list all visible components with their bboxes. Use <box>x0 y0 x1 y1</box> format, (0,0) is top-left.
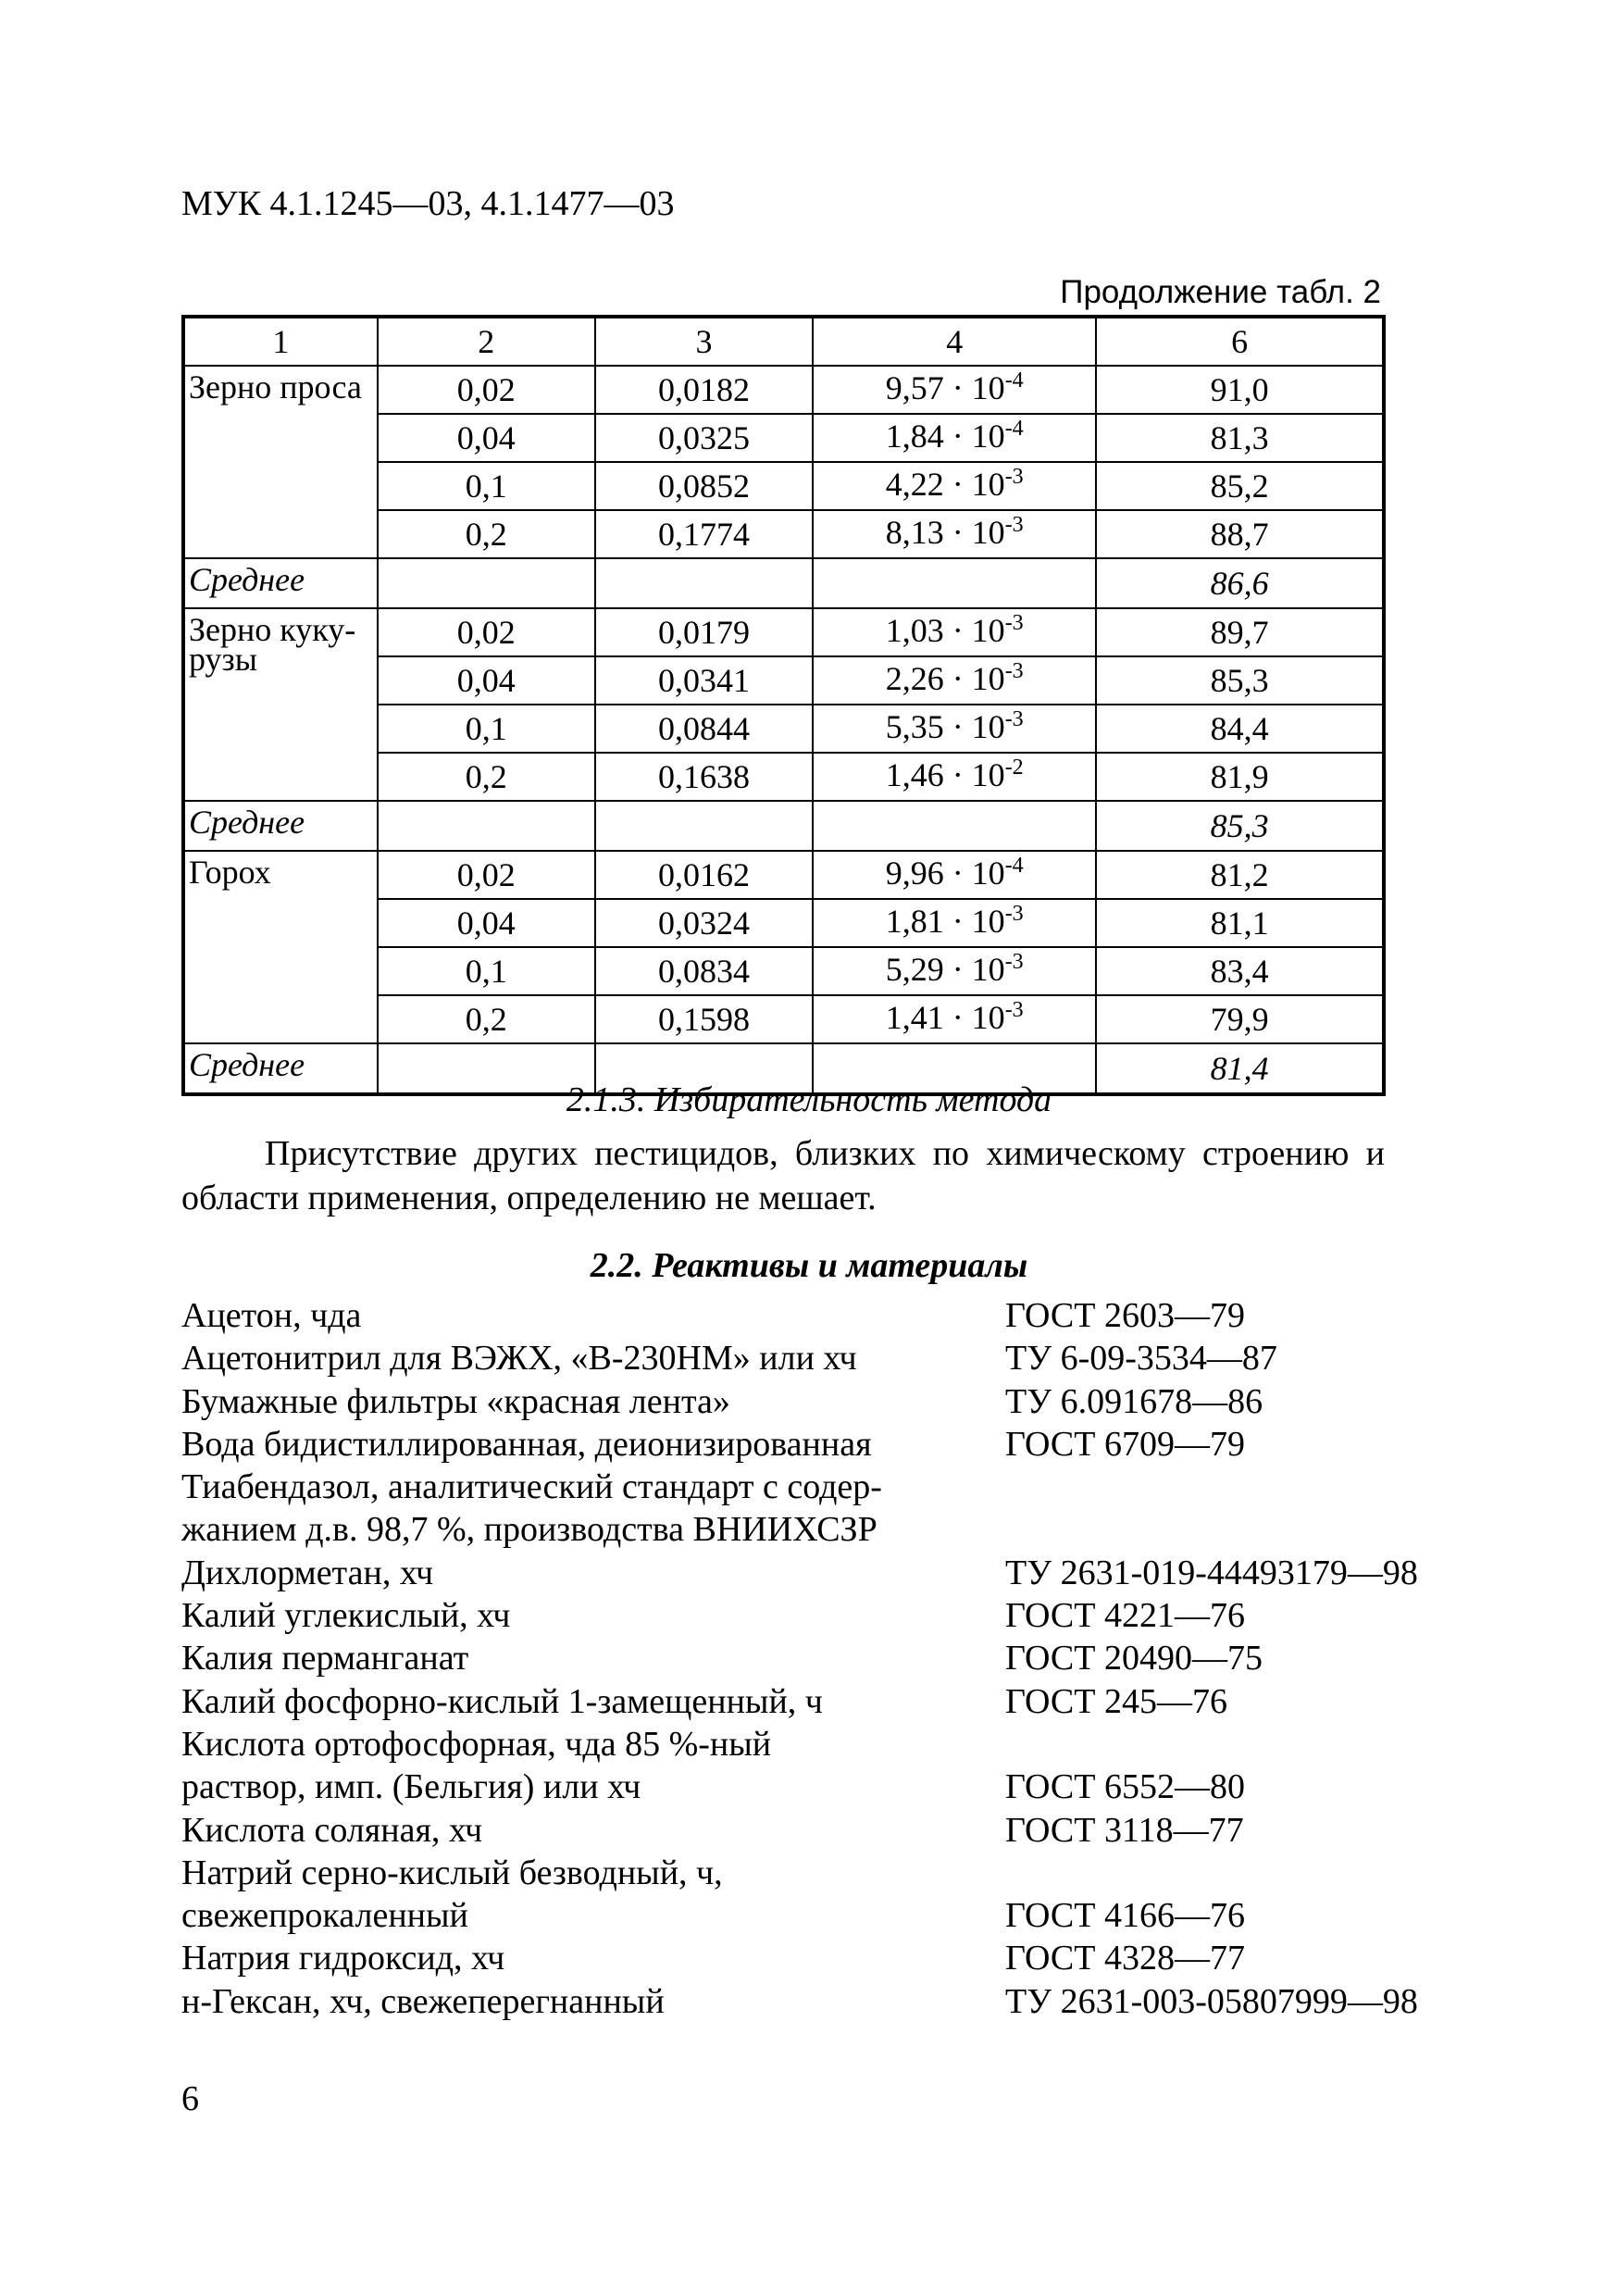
average-value: 85,3 <box>1096 801 1384 851</box>
reagent-row <box>181 1766 1418 1808</box>
sci-value-cell <box>813 995 1096 1043</box>
reagent-name: Вода бидистиллированная, деионизированная <box>181 1424 872 1464</box>
reagent-row <box>181 1594 1418 1637</box>
value-cell: 0,1 <box>378 705 595 753</box>
reagent-name: Бумажные фильтры «красная лента» <box>181 1381 730 1421</box>
value-cell: 0,1774 <box>595 510 813 558</box>
reagent-name: Кислота соляная, хч <box>181 1810 483 1850</box>
exponent: -4 <box>1004 416 1024 441</box>
sample-name <box>183 851 378 1043</box>
sci-value-cell <box>813 947 1096 995</box>
column-header: 3 <box>595 317 813 366</box>
table-row <box>183 366 1384 414</box>
reagent-standard: ТУ 2631-003-05807999—98 <box>1005 1981 1418 2021</box>
reagent-name: Натрий серно-кислый безводный, ч, <box>181 1853 723 1892</box>
mantissa: 2,26 · 10 <box>885 659 1005 697</box>
value-cell: 0,04 <box>378 414 595 462</box>
reagent-name: жанием д.в. 98,7 %, производства ВНИИХСЗР <box>181 1510 877 1550</box>
value-cell: 85,3 <box>1096 656 1384 705</box>
exponent: -4 <box>1004 853 1024 878</box>
sci-value-cell <box>813 462 1096 510</box>
average-label: Среднее <box>183 801 378 851</box>
sci-value-cell <box>813 899 1096 947</box>
exponent: -3 <box>1004 997 1024 1022</box>
average-row <box>183 558 1384 608</box>
value-cell: 81,2 <box>1096 851 1384 899</box>
reagent-standard: ГОСТ 245—76 <box>1005 1681 1227 1721</box>
value-cell: 0,1598 <box>595 995 813 1043</box>
value-cell: 81,9 <box>1096 753 1384 801</box>
exponent: -2 <box>1004 755 1024 780</box>
value-cell: 0,04 <box>378 899 595 947</box>
reagent-name: Ацетонитрил для ВЭЖХ, «В-230НМ» или хч <box>181 1339 857 1379</box>
value-cell: 0,0844 <box>595 705 813 753</box>
reagent-name: н-Гексан, хч, свежеперегнанный <box>181 1981 665 2021</box>
page-number: 6 <box>181 2079 199 2118</box>
sci-value-cell <box>813 656 1096 705</box>
empty-cell <box>378 558 595 608</box>
mantissa: 1,03 · 10 <box>885 611 1005 649</box>
sci-value-cell <box>813 608 1096 656</box>
reagent-row <box>181 1423 1418 1466</box>
exponent: -3 <box>1004 658 1024 683</box>
reagent-standard: ГОСТ 4328—77 <box>1005 1939 1245 1978</box>
value-cell: 85,2 <box>1096 462 1384 510</box>
sci-value-cell <box>813 414 1096 462</box>
reagent-standard: ТУ 2631-019-44493179—98 <box>1005 1553 1418 1592</box>
value-cell: 0,0341 <box>595 656 813 705</box>
reagent-name: Калий углекислый, хч <box>181 1596 511 1636</box>
value-cell: 0,2 <box>378 510 595 558</box>
value-cell: 0,04 <box>378 656 595 705</box>
reagent-standard: ГОСТ 4166—76 <box>1005 1896 1245 1936</box>
value-cell: 83,4 <box>1096 947 1384 995</box>
mantissa: 9,57 · 10 <box>885 368 1005 406</box>
reagent-row <box>181 1637 1418 1679</box>
value-cell: 0,0324 <box>595 899 813 947</box>
empty-cell <box>595 558 813 608</box>
reagent-name: Калий фосфорно-кислый 1-замещенный, ч <box>181 1681 823 1721</box>
exponent: -3 <box>1004 512 1024 537</box>
column-header: 4 <box>813 317 1096 366</box>
reagent-row <box>181 1980 1418 2023</box>
sample-name-line: Горох <box>189 854 271 891</box>
exponent: -3 <box>1004 706 1024 731</box>
sci-value-cell <box>813 510 1096 558</box>
value-cell: 0,0182 <box>595 366 813 414</box>
reagent-row <box>181 1508 1418 1551</box>
sample-name-line: Зерно проса <box>189 368 362 406</box>
value-cell: 0,1 <box>378 947 595 995</box>
value-cell: 81,1 <box>1096 899 1384 947</box>
reagent-row <box>181 1680 1418 1723</box>
mantissa: 8,13 · 10 <box>885 513 1005 551</box>
mantissa: 1,41 · 10 <box>885 998 1005 1036</box>
reagent-standard: ГОСТ 2603—79 <box>1005 1296 1245 1335</box>
average-value: 86,6 <box>1096 558 1384 608</box>
empty-cell <box>813 558 1096 608</box>
reagents-list <box>181 1294 1418 2023</box>
value-cell: 88,7 <box>1096 510 1384 558</box>
reagent-standard: ТУ 6.091678—86 <box>1005 1381 1263 1421</box>
reagent-name: Кислота ортофосфорная, чда 85 %-ный <box>181 1724 772 1764</box>
reagent-standard: ГОСТ 4221—76 <box>1005 1596 1245 1636</box>
value-cell: 0,2 <box>378 995 595 1043</box>
reagent-row <box>181 1466 1418 1508</box>
table-continuation-label: Продолжение табл. 2 <box>1060 274 1381 310</box>
value-cell: 0,02 <box>378 608 595 656</box>
section-text-213: Присутствие других пестицидов, близких по химическому строению и области применения, определению не мешает. <box>181 1134 1385 1217</box>
sample-name-line: Зерно куку- <box>189 611 356 648</box>
section-title-22: 2.2. Реактивы и материалы <box>590 1246 1028 1285</box>
average-label: Среднее <box>183 558 378 608</box>
exponent: -3 <box>1004 901 1024 926</box>
reagent-row <box>181 1380 1418 1423</box>
mantissa: 9,96 · 10 <box>885 854 1005 892</box>
reagent-standard: ГОСТ 6709—79 <box>1005 1424 1245 1464</box>
average-row <box>183 801 1384 851</box>
sample-name-line: рузы <box>189 641 257 678</box>
average-value: 81,4 <box>1096 1043 1384 1094</box>
reagent-row <box>181 1552 1418 1594</box>
reagent-row <box>181 1894 1418 1937</box>
reagent-name: раствор, имп. (Бельгия) или хч <box>181 1767 641 1807</box>
value-cell: 0,02 <box>378 851 595 899</box>
value-cell: 91,0 <box>1096 366 1384 414</box>
sci-value-cell <box>813 753 1096 801</box>
value-cell: 0,1 <box>378 462 595 510</box>
value-cell: 0,0162 <box>595 851 813 899</box>
reagent-standard: ГОСТ 6552—80 <box>1005 1767 1245 1807</box>
empty-cell <box>595 801 813 851</box>
sci-value-cell <box>813 705 1096 753</box>
value-cell: 0,1638 <box>595 753 813 801</box>
empty-cell <box>378 801 595 851</box>
table-row <box>183 608 1384 656</box>
value-cell: 0,02 <box>378 366 595 414</box>
value-cell: 81,3 <box>1096 414 1384 462</box>
sample-name <box>183 608 378 801</box>
value-cell: 0,0179 <box>595 608 813 656</box>
running-header: МУК 4.1.1245—03, 4.1.1477—03 <box>181 184 675 223</box>
exponent: -3 <box>1004 949 1024 974</box>
section-title-213: 2.1.3. Избирательность метода <box>566 1080 1052 1119</box>
mantissa: 4,22 · 10 <box>885 465 1005 503</box>
reagent-name: Ацетон, чда <box>181 1296 362 1335</box>
value-cell: 0,2 <box>378 753 595 801</box>
table-row <box>183 851 1384 899</box>
average-label: Среднее <box>183 1043 378 1094</box>
column-header: 1 <box>183 317 378 366</box>
column-header: 2 <box>378 317 595 366</box>
value-cell: 0,0325 <box>595 414 813 462</box>
reagent-name: Калия перманганат <box>181 1639 469 1678</box>
reagent-name: Дихлорметан, хч <box>181 1553 434 1592</box>
mantissa: 1,81 · 10 <box>885 902 1005 940</box>
column-header: 6 <box>1096 317 1384 366</box>
reagent-standard: ГОСТ 20490—75 <box>1005 1639 1263 1678</box>
sample-name <box>183 366 378 558</box>
reagent-row <box>181 1337 1418 1379</box>
mantissa: 1,84 · 10 <box>885 417 1005 455</box>
mantissa: 5,35 · 10 <box>885 707 1005 745</box>
value-cell: 0,0834 <box>595 947 813 995</box>
sci-value-cell <box>813 851 1096 899</box>
reagent-standard: ГОСТ 3118—77 <box>1005 1810 1244 1850</box>
reagent-name: Натрия гидроксид, хч <box>181 1939 505 1978</box>
value-cell: 79,9 <box>1096 995 1384 1043</box>
reagent-name: свежепрокаленный <box>181 1896 468 1936</box>
reagent-row <box>181 1937 1418 1979</box>
exponent: -3 <box>1004 610 1024 635</box>
exponent: -4 <box>1004 368 1024 393</box>
sci-value-cell <box>813 366 1096 414</box>
reagent-name: Тиабендазол, аналитический стандарт с содер- <box>181 1467 882 1507</box>
reagent-row <box>181 1852 1418 1894</box>
reagent-standard: ТУ 6-09-3534—87 <box>1005 1339 1277 1379</box>
value-cell: 84,4 <box>1096 705 1384 753</box>
value-cell: 89,7 <box>1096 608 1384 656</box>
value-cell: 0,0852 <box>595 462 813 510</box>
mantissa: 1,46 · 10 <box>885 755 1005 793</box>
results-table <box>181 315 1386 1096</box>
reagent-row <box>181 1723 1418 1766</box>
reagent-row <box>181 1294 1418 1337</box>
exponent: -3 <box>1004 464 1024 489</box>
empty-cell <box>813 801 1096 851</box>
mantissa: 5,29 · 10 <box>885 950 1005 988</box>
reagent-row <box>181 1809 1418 1852</box>
table-header-row <box>183 317 1384 366</box>
